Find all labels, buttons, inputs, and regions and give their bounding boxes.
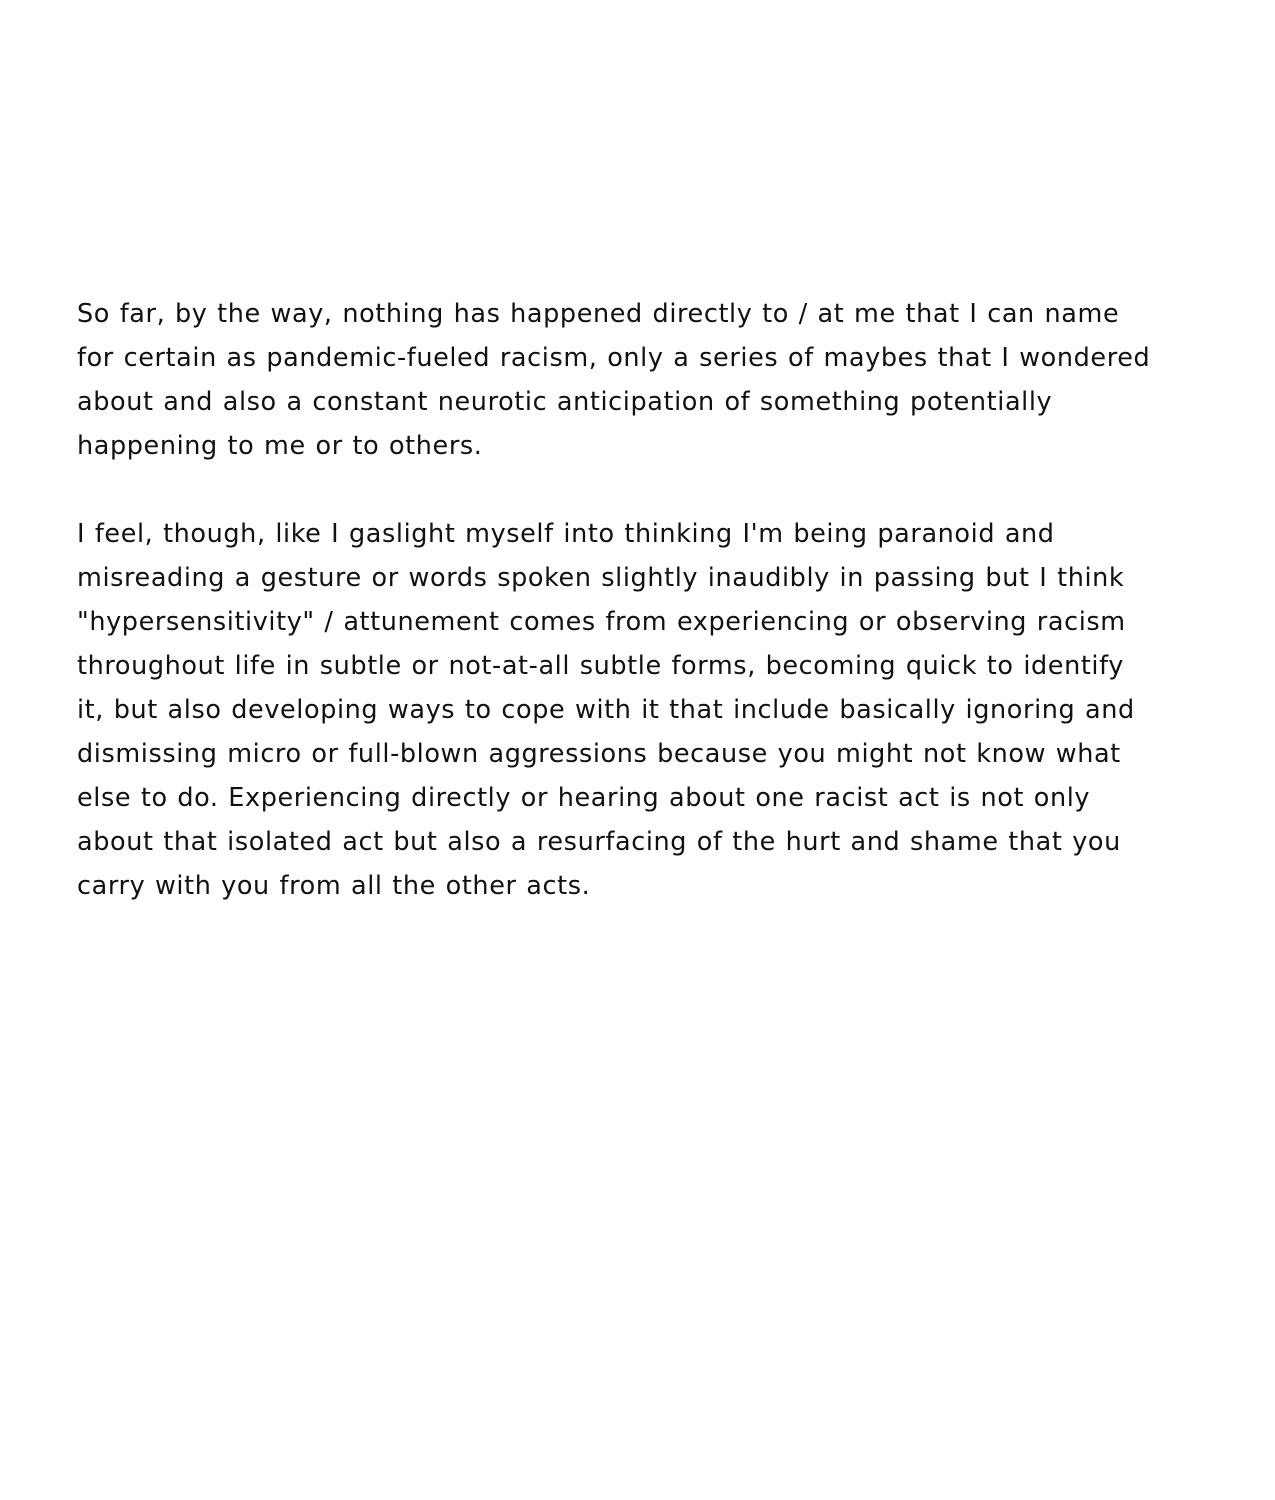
text-line: "hypersensitivity" / attunement comes from experiencing or observing racism — [77, 607, 1126, 637]
paragraph-gaslighting — [77, 512, 1192, 908]
body-text — [77, 292, 1192, 908]
text-line: happening to me or to others. — [77, 431, 483, 461]
text-line: for certain as pandemic-fueled racism, only a series of maybes that I wondered — [77, 343, 1151, 373]
text-line: I feel, though, like I gaslight myself into thinking I'm being paranoid and — [77, 519, 1055, 549]
text-line: about that isolated act but also a resurfacing of the hurt and shame that you — [77, 827, 1121, 857]
text-line: it, but also developing ways to cope with it that include basically ignoring and — [77, 695, 1135, 725]
text-line: else to do. Experiencing directly or hearing about one racist act is not only — [77, 783, 1091, 813]
text-line: throughout life in subtle or not-at-all subtle forms, becoming quick to identify — [77, 651, 1124, 681]
text-line: misreading a gesture or words spoken slightly inaudibly in passing but I think — [77, 563, 1125, 593]
text-line: dismissing micro or full-blown aggressions because you might not know what — [77, 739, 1121, 769]
text-line: about and also a constant neurotic anticipation of something potentially — [77, 387, 1053, 417]
text-line: So far, by the way, nothing has happened directly to / at me that I can name — [77, 299, 1120, 329]
text-line: carry with you from all the other acts. — [77, 871, 591, 901]
paragraph-pandemic-racism — [77, 292, 1192, 468]
